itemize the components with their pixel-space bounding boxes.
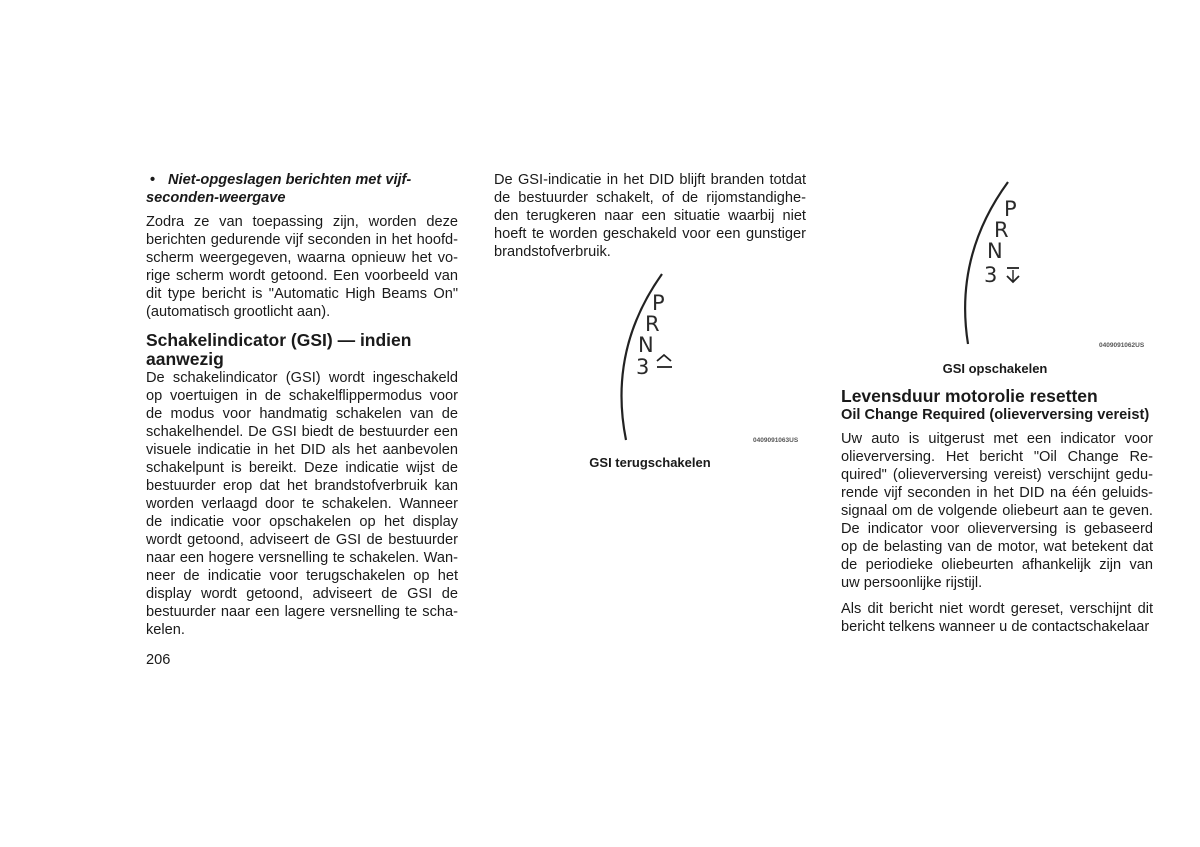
gear-number-3: 3 (984, 263, 998, 287)
upshift-arrow-icon (657, 355, 672, 367)
gear-letter-n: N (987, 239, 1003, 263)
caption-gsi-downshift: GSI terugschakelen (589, 455, 711, 470)
gear-letter-p: P (652, 291, 665, 315)
bullet-title-line1: Niet-opgeslagen berichten met vijf- (168, 172, 412, 188)
section-heading-oil-life: Levensduur motorolie resetten (841, 386, 1098, 406)
paragraph-gsi-description: De schakelindicator (GSI) wordt ingeschakeld op voertuigen in de schakelflippermodus voor de modus voor handmatig schakelen van de schakelhendel. De GSI biedt de bestuurder een visuele indicatie in het DID als het aanbevolen schakelpunt is bereikt. Deze indicatie wijst de bestuurder erop dat het brandstofverbruik kan worden verlaagd door te schakelen. Wanneer de indicatie voor opschakelen op het display wordt getoond, adviseert de GSI de bestuurder naar een hogere versnelling te schakelen. Wan-neer de indicatie voor terugschakelen op het display wordt getoond, adviseert de GSI de bestuurder naar een lagere versnelling te scha-kelen. (146, 370, 458, 638)
paragraph-gsi-indicator: De GSI-indicatie in het DID blijft branden totdat de bestuurder schakelt, of de rijomstandighe-den terugkeren naar een situatie waarbij niet hoeft te worden geschakeld voor een gunstiger brandstofverbruik. (494, 172, 806, 260)
downshift-arrow-icon (1007, 268, 1019, 282)
gear-number-3: 3 (636, 355, 650, 379)
right-column (841, 387, 1153, 636)
figure-gsi-downshift (600, 270, 810, 450)
figure-code: 0409091062US (1099, 342, 1145, 349)
subheading-oil-change-required: Oil Change Required (olieverversing vereist) (841, 407, 1150, 423)
figure-gsi-upshift (950, 176, 1160, 356)
page-number: 206 (146, 652, 171, 668)
bullet-heading (146, 171, 458, 207)
left-column (146, 171, 458, 639)
middle-column (494, 171, 806, 261)
gear-letter-r: R (645, 312, 660, 336)
bullet-icon: • (150, 172, 156, 188)
caption-gsi-upshift: GSI opschakelen (942, 361, 1048, 376)
gear-letter-n: N (638, 333, 654, 357)
section-heading-gsi: Schakelindicator (GSI) — indien aanwezig (146, 330, 412, 369)
gear-letter-p: P (1004, 197, 1017, 221)
paragraph-oil-reset: Als dit bericht niet wordt gereset, verschijnt dit bericht telkens wanneer u de contactschakelaar (841, 601, 1153, 635)
paragraph-nonstored-messages: Zodra ze van toepassing zijn, worden deze berichten gedurende vijf seconden in het hoofd-scherm weergegeven, waarna opnieuw het vo-rige scherm wordt getoond. Een voorbeeld van dit type bericht is "Automatic High Beams On" (automatisch grootlicht aan). (146, 214, 458, 320)
paragraph-oil-indicator: Uw auto is uitgerust met een indicator voor olieverversing. Het bericht "Oil Change Re-quired" (olieverversing vereist) verschijnt gedu-rende vijf seconden in het DID na één geluids-signaal om de volgende oliebeurt aan te geven. De indicator voor olieverversing is gebaseerd op de belasting van de motor, wat betekent dat de periodieke oliebeurten afhankelijk zijn van uw persoonlijke rijstijl. (841, 431, 1153, 591)
bullet-title-line2: seconden-weergave (146, 190, 286, 206)
gear-letter-r: R (994, 218, 1009, 242)
figure-code: 0409091063US (753, 437, 799, 444)
